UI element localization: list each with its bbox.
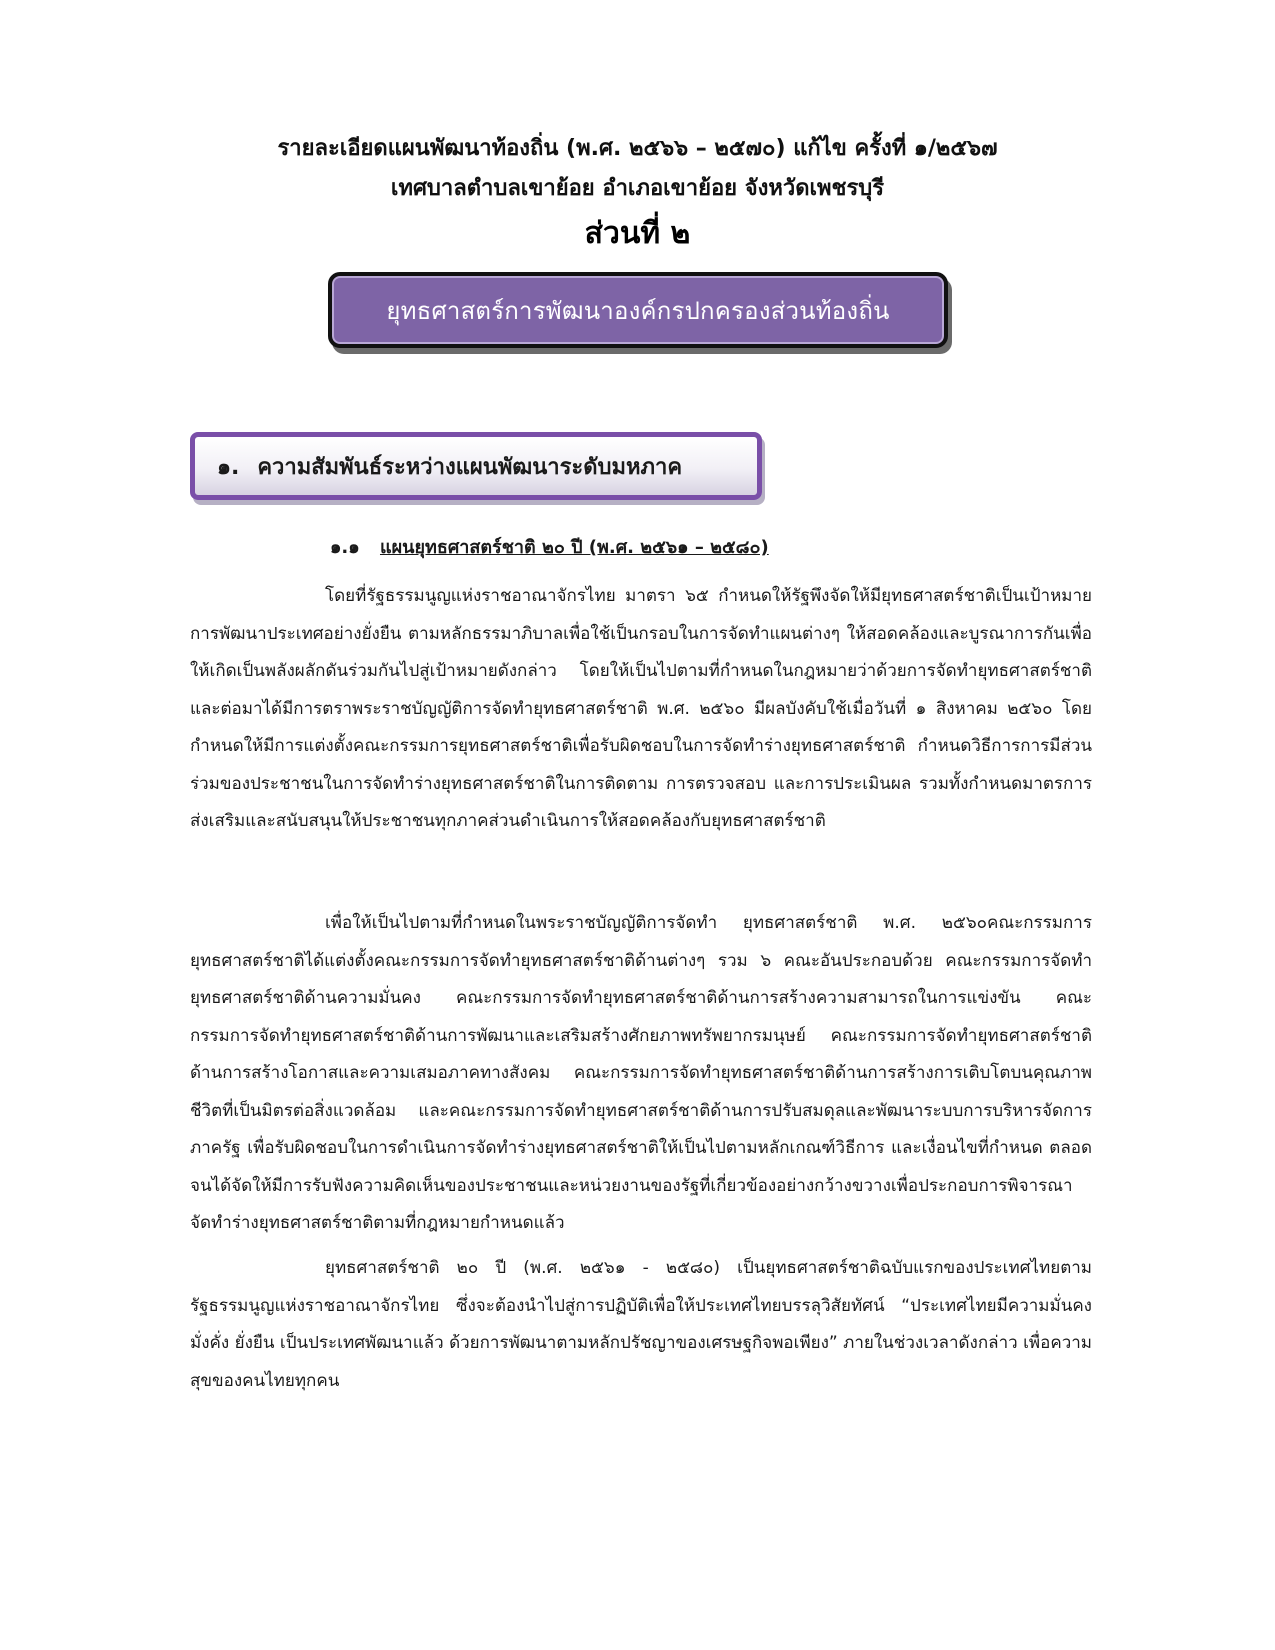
subsection-number: ๑.๑ <box>330 537 360 558</box>
body-paragraph: ยุทธศาสตร์ชาติ ๒๐ ปี (พ.ศ. ๒๕๖๑ - ๒๕๘๐) เป็นยุทธศาสตร์ชาติฉบับแรกของประเทศไทยตามรัฐธรรมนูญแห่งราชอาณาจักรไทย ซึ่งจะต้องนำไปสู่การปฏิบัติเพื่อให้ประเทศไทยบรรลุวิสัยทัศน์ “ประเทศไทยมีความมั่นคง มั่งคั่ง ยั่งยืน เป็นประเทศพัฒนาแล้ว ด้วยการพัฒนาตามหลักปรัชญาของเศรษฐกิจพอเพียง” ภายในช่วงเวลาดังกล่าว เพื่อความสุขของคนไทยทุกคน <box>190 1258 1092 1391</box>
part-title: ส่วนที่ ๒ <box>584 216 691 251</box>
document-title: รายละเอียดแผนพัฒนาท้องถิ่น (พ.ศ. ๒๕๖๖ – ๒๕๗๐) แก้ไข ครั้งที่ ๑/๒๕๖๗ <box>277 136 998 161</box>
section-number: ๑. <box>217 454 240 480</box>
body-paragraph: เพื่อให้เป็นไปตามที่กำหนดในพระราชบัญญัติการจัดทำ ยุทธศาสตร์ชาติ พ.ศ. ๒๕๖๐คณะกรรมการยุทธศาสตร์ชาติได้แต่งตั้งคณะกรรมการจัดทำยุทธศาสตร์ชาติด้านต่างๆ รวม ๖ คณะอันประกอบด้วย คณะกรรมการจัดทำยุทธศาสตร์ชาติด้านความมั่นคง คณะกรรมการจัดทำยุทธศาสตร์ชาติด้านการสร้างความสามารถในการแข่งขัน คณะกรรมการจัดทำยุทธศาสตร์ชาติด้านการพัฒนาและเสริมสร้างศักยภาพทรัพยากรมนุษย์ คณะกรรมการจัดทำยุทธศาสตร์ชาติด้านการสร้างโอกาสและความเสมอภาคทางสังคม คณะกรรมการจัดทำยุทธศาสตร์ชาติด้านการสร้างการเติบโตบนคุณภาพชีวิตที่เป็นมิตรต่อสิ่งแวดล้อม และคณะกรรมการจัดทำยุทธศาสตร์ชาติด้านการปรับสมดุลและพัฒนาระบบการบริหารจัดการภาครัฐ เพื่อรับผิดชอบในการดำเนินการจัดทำร่างยุทธศาสตร์ชาติให้เป็นไปตามหลักเกณฑ์วิธีการ และเงื่อนไขที่กำหนด ตลอดจนได้จัดให้มีการรับฟังความคิดเห็นของประชาชนและหน่วยงานของรัฐที่เกี่ยวข้องอย่างกว้างขวางเพื่อประกอบการพิจารณาจัดทำร่างยุทธศาสตร์ชาติตามที่กฎหมายกำหนดแล้ว <box>190 913 1092 1233</box>
section-heading: ความสัมพันธ์ระหว่างแผนพัฒนาระดับมหภาค <box>257 454 683 480</box>
subsection-heading <box>330 532 769 561</box>
section-heading-box <box>190 432 762 500</box>
subsection-title: แผนยุทธศาสตร์ชาติ ๒๐ ปี (พ.ศ. ๒๕๖๑ – ๒๕๘๐) <box>379 537 769 558</box>
strategy-banner <box>328 272 948 348</box>
body-paragraph: โดยที่รัฐธรรมนูญแห่งราชอาณาจักรไทย มาตรา ๖๕ กำหนดให้รัฐพึงจัดให้มียุทธศาสตร์ชาติเป็นเป้าหมายการพัฒนาประเทศอย่างยั่งยืน ตามหลักธรรมาภิบาลเพื่อใช้เป็นกรอบในการจัดทำแผนต่างๆ ให้สอดคล้องและบูรณาการกันเพื่อให้เกิดเป็นพลังผลักดันร่วมกันไปสู่เป้าหมายดังกล่าว โดยให้เป็นไปตามที่กำหนดในกฎหมายว่าด้วยการจัดทำยุทธศาสตร์ชาติ และต่อมาได้มีการตราพระราชบัญญัติการจัดทำยุทธศาสตร์ชาติ พ.ศ. ๒๕๖๐ มีผลบังคับใช้เมื่อวันที่ ๑ สิงหาคม ๒๕๖๐ โดยกำหนดให้มีการแต่งตั้งคณะกรรมการยุทธศาสตร์ชาติเพื่อรับผิดชอบในการจัดทำร่างยุทธศาสตร์ชาติ กำหนดวิธีการการมีส่วนร่วมของประชาชนในการจัดทำร่างยุทธศาสตร์ชาติในการติดตาม การตรวจสอบ และการประเมินผล รวมทั้งกำหนดมาตรการส่งเสริมและสนับสนุนให้ประชาชนทุกภาคส่วนดำเนินการให้สอดคล้องกับยุทธศาสตร์ชาติ <box>190 586 1092 831</box>
strategy-banner-text: ยุทธศาสตร์การพัฒนาองค์กรปกครองส่วนท้องถิ่น <box>386 296 890 325</box>
organization-subtitle: เทศบาลตำบลเขาย้อย อำเภอเขาย้อย จังหวัดเพชรบุรี <box>390 176 885 201</box>
